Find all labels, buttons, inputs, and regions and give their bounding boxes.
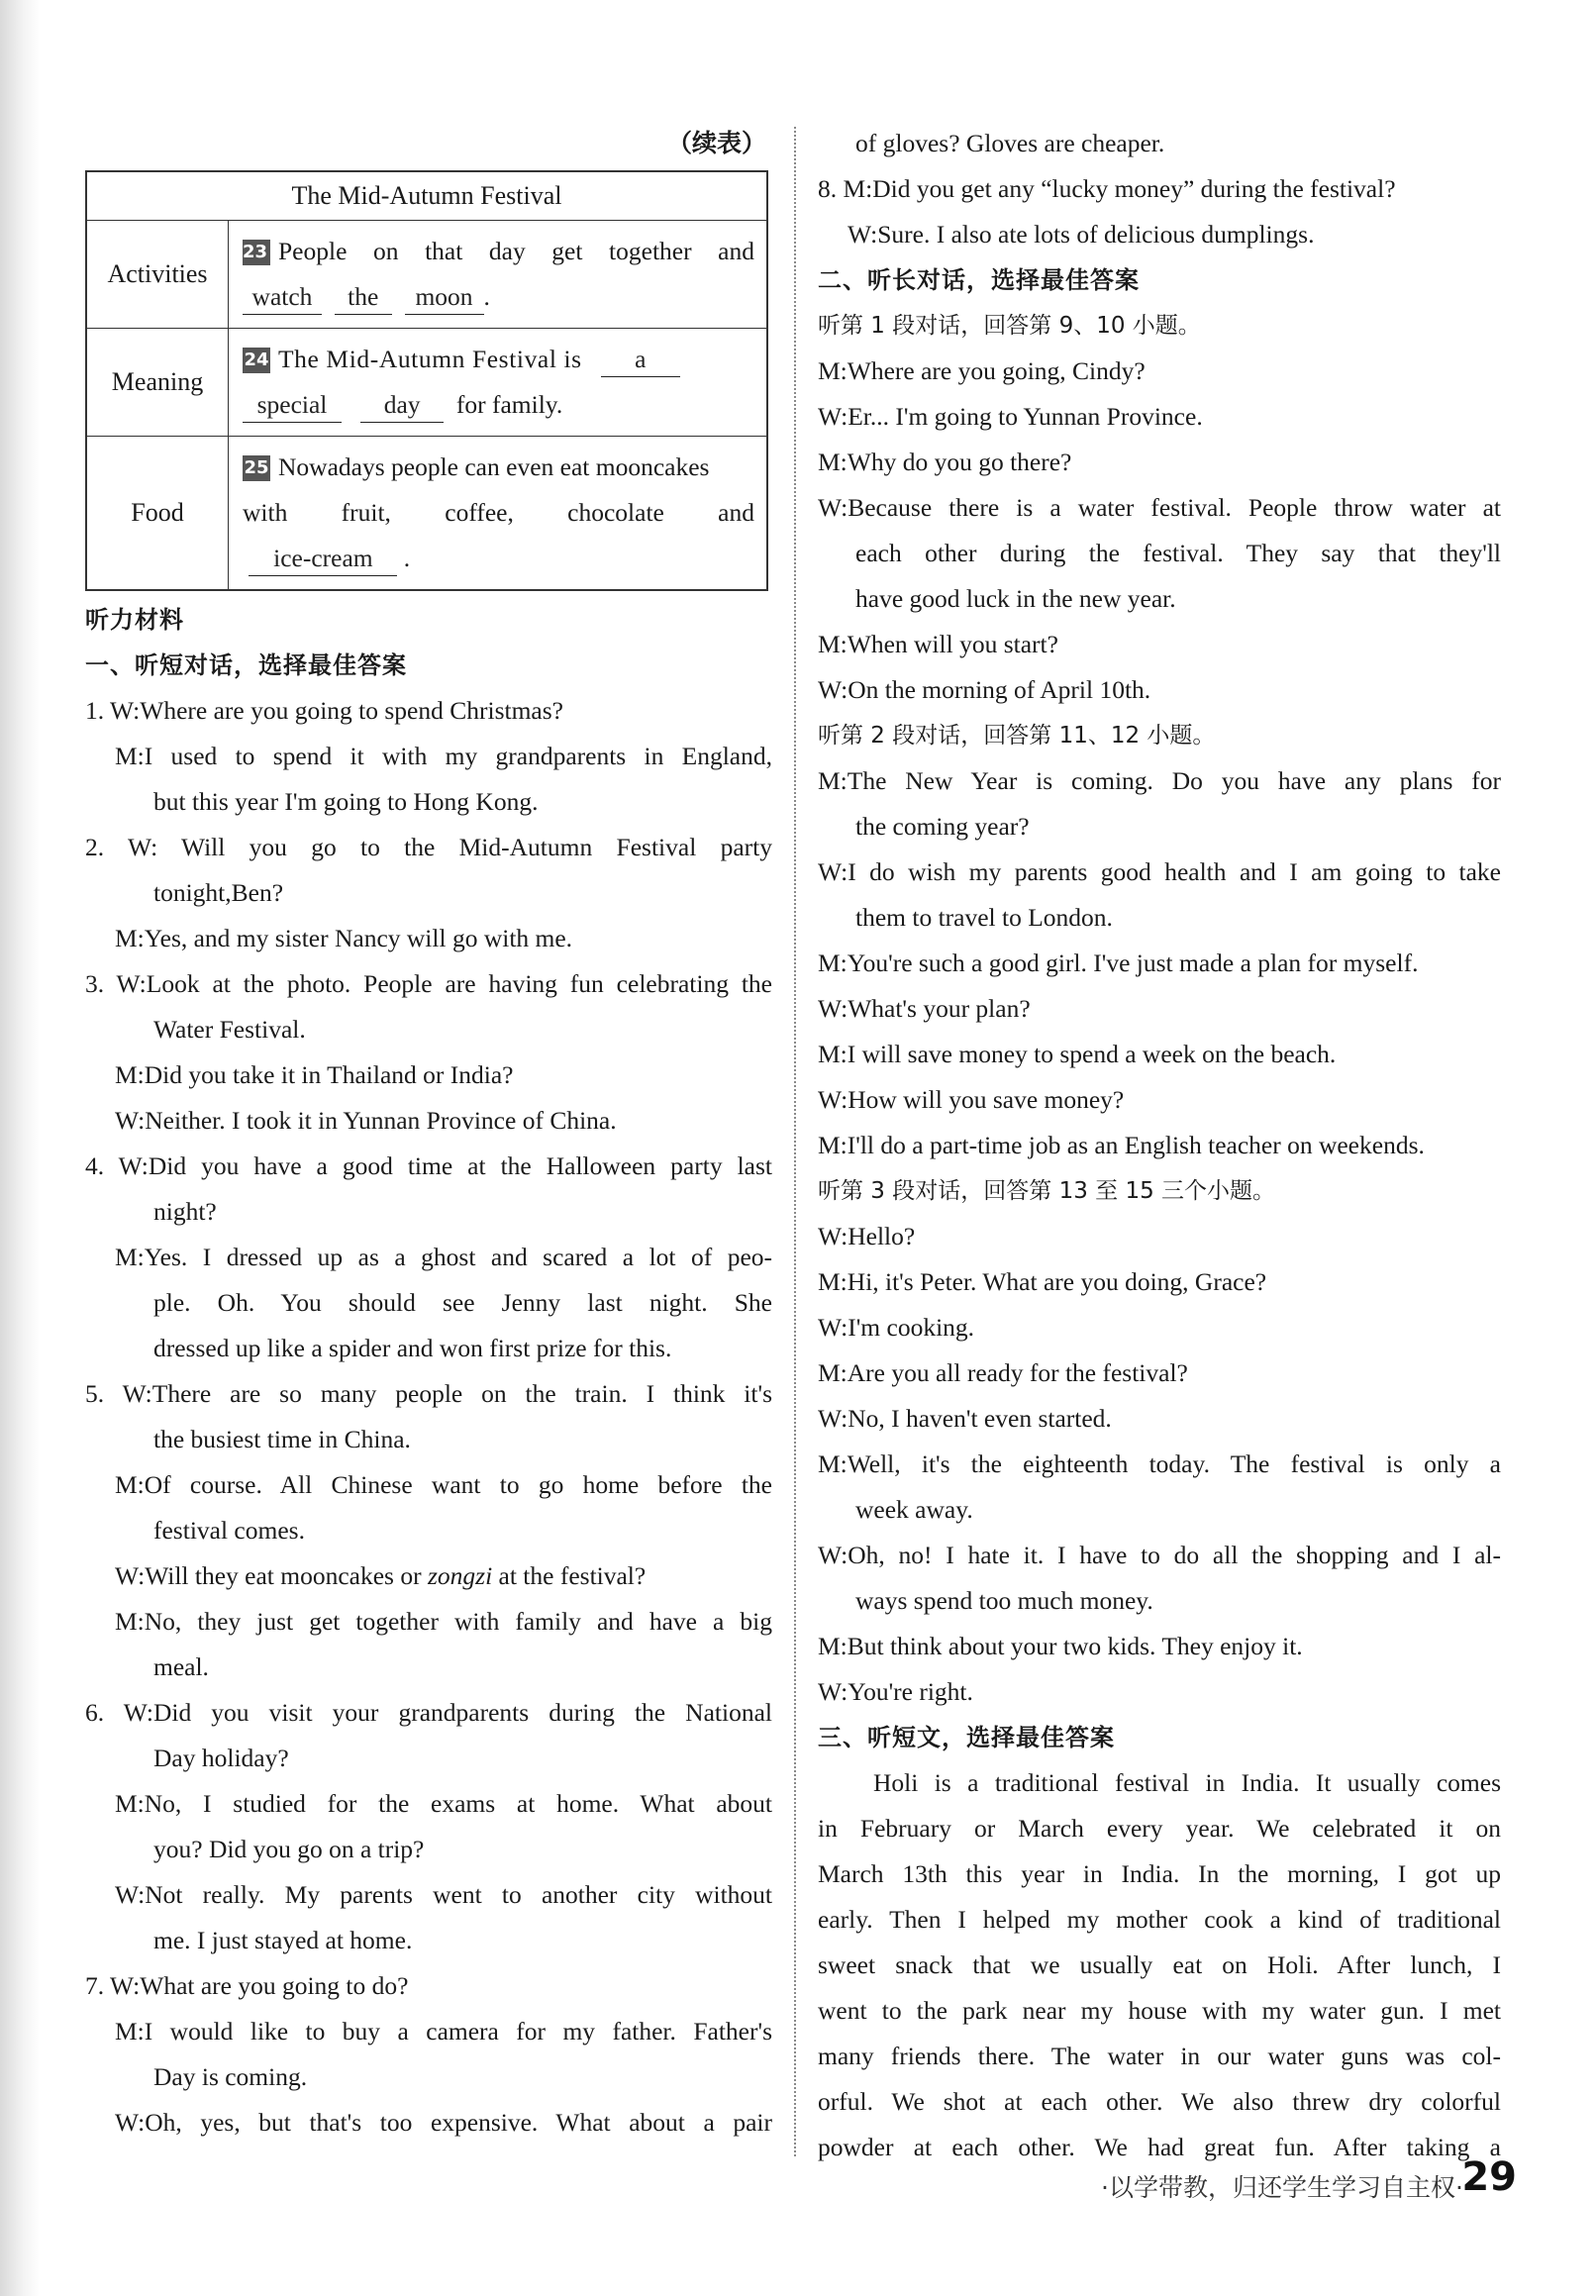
text-line: many friends there. The water in our water guns was col- xyxy=(818,2042,1501,2070)
text-line: W:Will they eat mooncakes or zongzi at the festival? xyxy=(115,1561,647,1590)
text-line: W:Hello? xyxy=(818,1222,916,1250)
row-header-meaning: Meaning xyxy=(86,329,229,437)
text-line: the busiest time in China. xyxy=(153,1425,411,1453)
left-text-block xyxy=(85,597,772,2146)
text-line: W:No, I haven't even started. xyxy=(818,1404,1112,1433)
text-line: 听第 1 段对话，回答第 9、10 小题。 xyxy=(818,313,1201,339)
text-line: you? Did you go on a trip? xyxy=(153,1835,425,1863)
text-line: 听第 2 段对话，回答第 11、12 小题。 xyxy=(818,723,1216,749)
text-line: orful. We shot at each other. We also threw dry colorful xyxy=(818,2087,1501,2116)
text-line: but this year I'm going to Hong Kong. xyxy=(153,787,539,816)
festival-table xyxy=(85,170,768,591)
text-line: M:Are you all ready for the festival? xyxy=(818,1358,1188,1387)
text-line: 1. W:Where are you going to spend Christmas? xyxy=(85,696,563,725)
text-line: 2. W: Will you go to the Mid-Autumn Festival party xyxy=(85,833,772,861)
text-line: the coming year? xyxy=(855,812,1030,841)
text-line: W:Oh, no! I hate it. I have to do all the shopping and I al- xyxy=(818,1541,1501,1569)
text-line: W:I do wish my parents good health and I am going to take xyxy=(818,857,1501,886)
food-end: . xyxy=(403,544,411,572)
text-line: W:Sure. I also ate lots of delicious dumplings. xyxy=(848,220,1315,249)
row-header-activities: Activities xyxy=(86,221,229,329)
table-row-activities xyxy=(86,221,767,329)
text-line: W:You're right. xyxy=(818,1677,973,1706)
text-line: tonight,Ben? xyxy=(153,878,284,907)
text-line: festival comes. xyxy=(153,1516,305,1545)
food-text-2: with fruit, coffee, chocolate and xyxy=(243,498,754,527)
text-line: each other during the festival. They say that they'll xyxy=(855,539,1501,567)
text-line: M:I'll do a part-time job as an English teacher on weekends. xyxy=(818,1131,1425,1159)
column-divider xyxy=(794,127,796,2156)
activities-end: . xyxy=(483,282,490,311)
text-line: 4. W:Did you have a good time at the Halloween party last xyxy=(85,1151,772,1180)
answer-blank-special: special xyxy=(243,388,342,423)
right-column xyxy=(818,121,1501,2170)
meaning-text: The Mid-Autumn Festival is xyxy=(278,345,582,373)
text-line: W:Not really. My parents went to another city without xyxy=(115,1880,772,1909)
page-shadow-edge xyxy=(0,0,40,2296)
text-line: 一、听短对话，选择最佳答案 xyxy=(85,651,407,679)
text-line: 5. W:There are so many people on the train. I think it's xyxy=(85,1379,772,1408)
activities-cell xyxy=(229,221,768,329)
answer-blank-ice-cream: ice-cream xyxy=(249,542,397,576)
text-line: W:Oh, yes, but that's too expensive. What about a pair xyxy=(115,2108,772,2137)
text-line: night? xyxy=(153,1197,217,1226)
text-line: me. I just stayed at home. xyxy=(153,1926,413,1954)
question-number-23: 23 xyxy=(243,240,270,265)
text-line: M:Where are you going, Cindy? xyxy=(818,356,1146,385)
text-line: W:How will you save money? xyxy=(818,1085,1125,1114)
text-line: W:Because there is a water festival. People throw water at xyxy=(818,493,1501,522)
answer-blank-moon: moon xyxy=(405,280,484,315)
text-line: dressed up like a spider and won first prize for this. xyxy=(153,1334,672,1362)
text-line: M:Hi, it's Peter. What are you doing, Grace? xyxy=(818,1267,1267,1296)
text-line: M:I used to spend it with my grandparents in England, xyxy=(115,742,772,770)
text-line: M:No, they just get together with family and have a big xyxy=(115,1607,772,1636)
meaning-cell xyxy=(229,329,768,437)
question-number-25: 25 xyxy=(243,455,270,481)
row-header-food: Food xyxy=(86,437,229,591)
text-line: 三、听短文，选择最佳答案 xyxy=(818,1724,1115,1751)
text-line: W:Er... I'm going to Yunnan Province. xyxy=(818,402,1203,431)
text-line: have good luck in the new year. xyxy=(855,584,1176,613)
food-cell xyxy=(229,437,768,591)
text-line: Day holiday? xyxy=(153,1744,289,1772)
text-line: M:When will you start? xyxy=(818,630,1058,658)
answer-blank-a: a xyxy=(601,343,680,377)
text-line: W:On the morning of April 10th. xyxy=(818,675,1151,704)
text-line: 8. M:Did you get any “lucky money” during the festival? xyxy=(818,174,1396,203)
text-line: M:Yes, and my sister Nancy will go with me. xyxy=(115,924,573,952)
table-row-meaning xyxy=(86,329,767,437)
left-column xyxy=(85,117,772,2146)
text-line: W:Neither. I took it in Yunnan Province of China. xyxy=(115,1106,617,1135)
text-line: 6. W:Did you visit your grandparents during the National xyxy=(85,1698,772,1727)
text-line: M:I would like to buy a camera for my father. Father's xyxy=(115,2017,772,2046)
text-line: W:I'm cooking. xyxy=(818,1313,975,1342)
text-line: 听力材料 xyxy=(85,606,184,634)
text-line: M:Yes. I dressed up as a ghost and scared a lot of peo- xyxy=(115,1243,772,1271)
text-line: M:I will save money to spend a week on the beach. xyxy=(818,1040,1337,1068)
page-number: 29 xyxy=(1461,2154,1517,2200)
text-line: Day is coming. xyxy=(153,2062,308,2091)
text-line: went to the park near my house with my water gun. I met xyxy=(818,1996,1501,2025)
table-title: The Mid-Autumn Festival xyxy=(86,171,767,221)
text-line: early. Then I helped my mother cook a kind of traditional xyxy=(818,1905,1501,1934)
text-line: meal. xyxy=(153,1652,209,1681)
text-line: 听第 3 段对话，回答第 13 至 15 三个小题。 xyxy=(818,1178,1276,1204)
text-line: 3. W:Look at the photo. People are having fun celebrating the xyxy=(85,969,772,998)
text-line: W:What's your plan? xyxy=(818,994,1031,1023)
answer-blank-the: the xyxy=(335,280,392,315)
text-line: week away. xyxy=(855,1495,973,1524)
text-line: them to travel to London. xyxy=(855,903,1113,932)
text-line: 二、听长对话，选择最佳答案 xyxy=(818,266,1140,294)
text-line: M:Well, it's the eighteenth today. The festival is only a xyxy=(818,1449,1501,1478)
text-line: M:You're such a good girl. I've just made a plan for myself. xyxy=(818,948,1419,977)
text-line: ways spend too much money. xyxy=(855,1586,1153,1615)
text-line: powder at each other. We had great fun. After taking a xyxy=(818,2133,1501,2161)
text-line: March 13th this year in India. In the morning, I got up xyxy=(818,1859,1501,1888)
continued-label: （续表） xyxy=(666,129,766,157)
text-line: 7. W:What are you going to do? xyxy=(85,1971,409,2000)
text-line: M:The New Year is coming. Do you have any plans for xyxy=(818,766,1501,795)
answer-blank-watch: watch xyxy=(243,280,322,315)
table-row-food xyxy=(86,437,767,591)
activities-text: People on that day get together and xyxy=(278,237,754,265)
text-line: of gloves? Gloves are cheaper. xyxy=(855,129,1165,157)
text-line: ple. Oh. You should see Jenny last night. She xyxy=(153,1288,772,1317)
question-number-24: 24 xyxy=(243,348,270,373)
text-line: Holi is a traditional festival in India. It usually comes xyxy=(873,1768,1501,1797)
text-line: M:But think about your two kids. They enjoy it. xyxy=(818,1632,1303,1660)
text-line: in February or March every year. We celebrated it on xyxy=(818,1814,1501,1843)
footer-motto: ·以学带教，归还学生学习自主权· xyxy=(1101,2173,1463,2202)
page-footer xyxy=(1101,2154,1546,2214)
text-line: sweet snack that we usually eat on Holi. After lunch, I xyxy=(818,1950,1501,1979)
meaning-end: for family. xyxy=(455,390,563,419)
food-text-1: Nowadays people can even eat mooncakes xyxy=(278,452,710,481)
answer-blank-day: day xyxy=(360,388,444,423)
text-line: M:No, I studied for the exams at home. What about xyxy=(115,1789,772,1818)
text-line: Water Festival. xyxy=(153,1015,306,1044)
text-line: M:Why do you go there? xyxy=(818,448,1072,476)
text-line: M:Of course. All Chinese want to go home before the xyxy=(115,1470,772,1499)
text-line: M:Did you take it in Thailand or India? xyxy=(115,1060,514,1089)
